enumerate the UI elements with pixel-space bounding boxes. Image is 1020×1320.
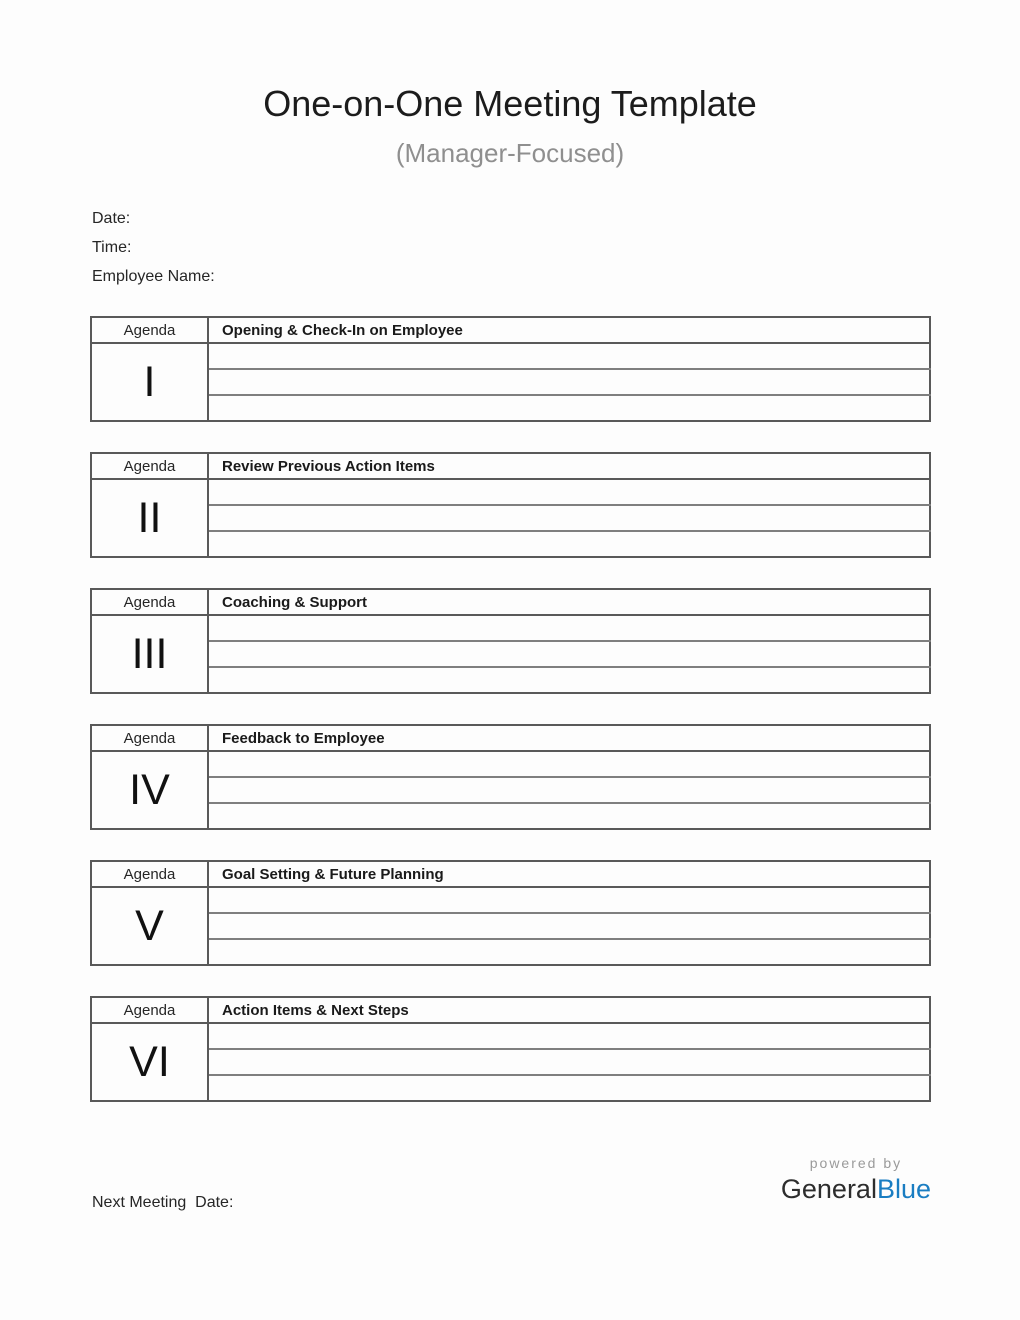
section-numeral: IV bbox=[91, 751, 208, 829]
employee-name-label: Employee Name: bbox=[92, 268, 215, 285]
notes-line bbox=[208, 803, 930, 829]
notes-line bbox=[208, 505, 930, 531]
notes-line bbox=[208, 887, 930, 913]
agenda-section-6 bbox=[90, 996, 931, 1102]
powered-by-text: powered by bbox=[809, 1155, 903, 1171]
notes-line bbox=[208, 1023, 930, 1049]
notes-line bbox=[208, 395, 930, 421]
notes-line bbox=[208, 1049, 930, 1075]
brand-blue-text: Blue bbox=[876, 1174, 931, 1204]
notes-line bbox=[208, 369, 930, 395]
notes-line bbox=[208, 777, 930, 803]
notes-line bbox=[208, 913, 930, 939]
notes-line bbox=[208, 343, 930, 369]
section-numeral: III bbox=[91, 615, 208, 693]
agenda-label: Agenda bbox=[91, 997, 208, 1023]
agenda-section-4 bbox=[90, 724, 931, 830]
section-title: Goal Setting & Future Planning bbox=[208, 861, 930, 887]
generalblue-logo bbox=[781, 1174, 931, 1204]
section-numeral: II bbox=[91, 479, 208, 557]
agenda-section-3 bbox=[90, 588, 931, 694]
section-numeral: I bbox=[91, 343, 208, 421]
section-title: Action Items & Next Steps bbox=[208, 997, 930, 1023]
section-title: Opening & Check-In on Employee bbox=[208, 317, 930, 343]
section-title: Coaching & Support bbox=[208, 589, 930, 615]
next-meeting-date-label: Next Meeting Date: bbox=[92, 1194, 234, 1211]
notes-line bbox=[208, 751, 930, 777]
date-label: Date: bbox=[92, 210, 131, 227]
notes-line bbox=[208, 615, 930, 641]
agenda-section-1 bbox=[90, 316, 931, 422]
brand-general-text: General bbox=[780, 1174, 877, 1204]
notes-line bbox=[208, 1075, 930, 1101]
agenda-label: Agenda bbox=[91, 861, 208, 887]
brand-block bbox=[781, 1155, 931, 1204]
notes-line bbox=[208, 667, 930, 693]
section-numeral: VI bbox=[91, 1023, 208, 1101]
section-title: Review Previous Action Items bbox=[208, 453, 930, 479]
meta-fields bbox=[92, 204, 1020, 291]
time-label: Time: bbox=[92, 239, 132, 256]
agenda-label: Agenda bbox=[91, 725, 208, 751]
section-title: Feedback to Employee bbox=[208, 725, 930, 751]
agenda-section-2 bbox=[90, 452, 931, 558]
section-numeral: V bbox=[91, 887, 208, 965]
notes-line bbox=[208, 531, 930, 557]
agenda-label: Agenda bbox=[91, 453, 208, 479]
notes-line bbox=[208, 641, 930, 667]
agenda-label: Agenda bbox=[91, 589, 208, 615]
agenda-label: Agenda bbox=[91, 317, 208, 343]
page-title: One-on-One Meeting Template bbox=[263, 83, 757, 124]
agenda-section-5 bbox=[90, 860, 931, 966]
notes-line bbox=[208, 939, 930, 965]
notes-line bbox=[208, 479, 930, 505]
page-subtitle: (Manager-Focused) bbox=[395, 138, 625, 168]
